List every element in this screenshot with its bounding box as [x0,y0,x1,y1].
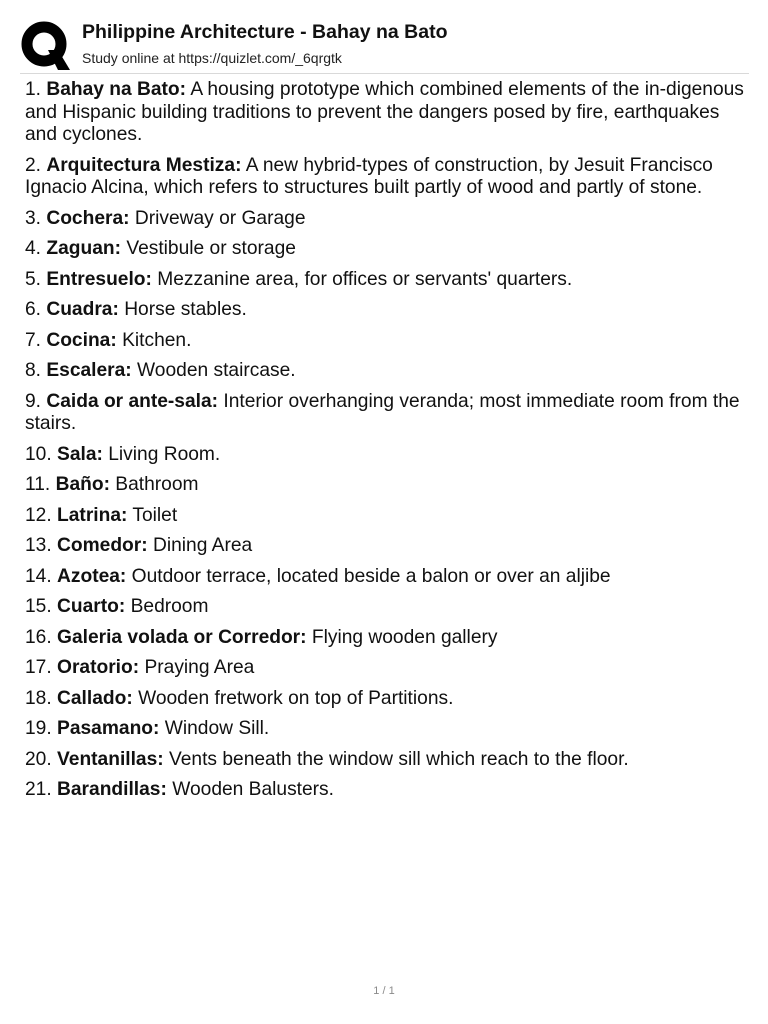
list-item [25,627,750,650]
list-item [25,718,750,741]
page-header [0,0,768,76]
list-item [25,391,750,436]
item-definition: Wooden Balusters. [172,779,334,800]
term-list [25,79,750,810]
list-item [25,299,750,322]
list-item [25,657,750,680]
item-definition: A housing prototype which combined elements of the in-digenous and Hispanic building traditions to prevent the dangers posed by fire, earthquakes and cyclones. [25,79,744,145]
item-definition: Dining Area [152,535,253,556]
item-definition: Toilet [132,504,178,526]
item-term: Oratorio: [57,657,140,678]
item-definition: Wooden fretwork on top of Partitions. [138,687,454,709]
item-number: 14. [25,565,52,587]
item-definition: Bedroom [130,596,209,617]
item-term: Callado: [57,687,133,709]
item-number: 6. [25,299,42,320]
item-term: Entresuelo: [46,268,152,290]
page-indicator: 1 / 1 [373,985,395,997]
item-definition: Wooden staircase. [137,360,296,381]
item-term: Comedor: [57,535,148,556]
item-term: Latrina: [57,504,128,526]
list-item [25,474,750,497]
item-number: 3. [25,207,42,229]
list-item [25,505,750,528]
list-item [25,749,750,772]
item-number: 16. [25,626,52,648]
item-definition: Outdoor terrace, located beside a balon or over an aljibe [131,565,611,587]
item-definition: Vents beneath the window sill which reach to the floor. [169,748,629,770]
item-term: Bahay na Bato: [46,79,187,100]
list-item [25,566,750,589]
list-item [25,208,750,231]
item-number: 19. [25,718,52,739]
list-item [25,79,750,147]
item-number: 18. [25,687,52,709]
item-term: Cuadra: [46,299,119,320]
item-term: Cocina: [46,329,117,351]
item-definition: Window Sill. [164,718,270,739]
item-number: 17. [25,657,52,678]
item-term: Cuarto: [57,596,126,617]
item-number: 1. [25,79,42,100]
item-term: Arquitectura Mestiza: [46,154,242,176]
item-number: 2. [25,154,42,176]
item-definition: A new hybrid-types of construction, by Jesuit Francisco Ignacio Alcina, which refers to structures built partly of wood and partly of stone. [25,154,713,198]
item-number: 21. [25,779,52,800]
item-definition: Kitchen. [122,329,192,351]
item-term: Barandillas: [57,779,167,800]
list-item [25,238,750,261]
item-number: 7. [25,329,42,351]
list-item [25,269,750,292]
item-term: Azotea: [57,565,127,587]
list-item [25,688,750,711]
item-definition: Mezzanine area, for offices or servants' quarters. [157,268,573,290]
list-item [25,596,750,619]
list-item [25,779,750,802]
header-divider [20,73,749,74]
quizlet-logo-icon [20,20,70,70]
item-term: Escalera: [46,360,132,381]
item-term: Caida or ante-sala: [46,390,219,412]
item-number: 13. [25,535,52,556]
item-number: 20. [25,748,52,770]
item-definition: Horse stables. [124,299,247,320]
item-number: 12. [25,504,52,526]
list-item [25,535,750,558]
item-term: Baño: [55,474,110,495]
item-definition: Bathroom [115,474,199,495]
item-number: 4. [25,238,42,259]
item-term: Ventanillas: [57,748,164,770]
item-number: 11. [25,474,51,495]
item-term: Galeria volada or Corredor: [57,626,307,648]
item-definition: Interior overhanging veranda; most immediate room from the stairs. [25,390,740,434]
list-item [25,360,750,383]
item-term: Zaguan: [46,238,121,259]
item-definition: Flying wooden gallery [311,626,498,648]
item-number: 15. [25,596,52,617]
item-definition: Praying Area [144,657,255,678]
item-term: Pasamano: [57,718,160,739]
list-item [25,330,750,353]
item-number: 8. [25,360,42,381]
list-item [25,155,750,200]
study-online-link[interactable]: Study online at https://quizlet.com/_6qrgtk [82,50,342,66]
item-definition: Living Room. [108,443,221,465]
item-number: 9. [25,390,42,412]
item-number: 5. [25,268,42,290]
item-term: Cochera: [46,207,130,229]
page-title: Philippine Architecture - Bahay na Bato [82,21,448,43]
item-number: 10. [25,443,52,465]
item-definition: Driveway or Garage [134,207,306,229]
item-term: Sala: [57,443,103,465]
item-definition: Vestibule or storage [126,238,296,259]
list-item [25,444,750,467]
